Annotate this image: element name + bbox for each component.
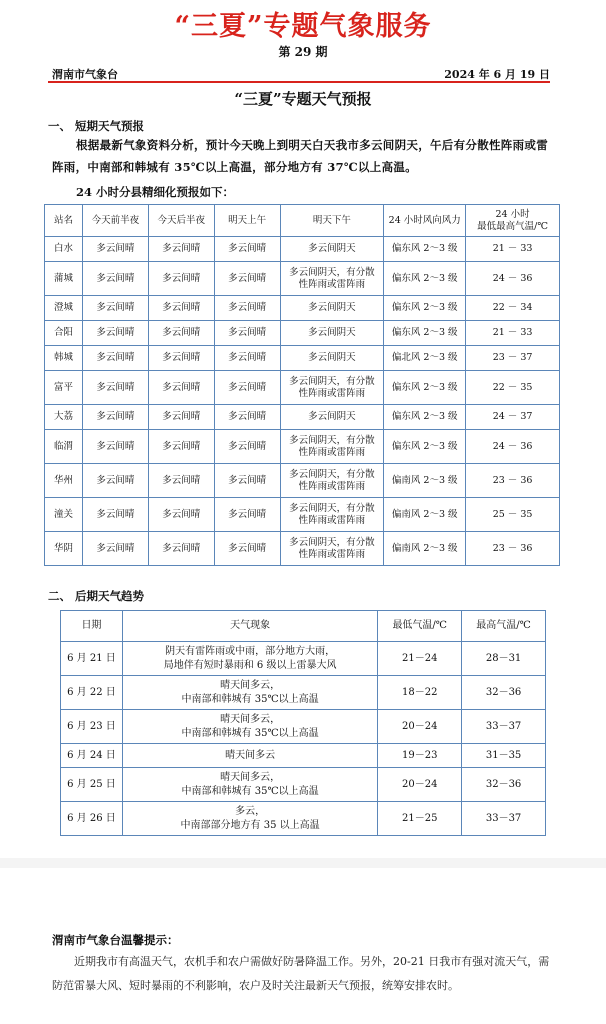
trend-cell: 19－23: [378, 744, 462, 768]
county-forecast-cell: 潼关: [45, 498, 83, 532]
county-forecast-cell: 白水: [45, 237, 83, 262]
county-forecast-cell: 多云间晴: [82, 498, 148, 532]
county-forecast-cell: 多云间阴天，有分散 性阵雨或雷阵雨: [280, 262, 384, 296]
county-forecast-row: [45, 498, 560, 532]
county-forecast-header-3: 明天上午: [214, 205, 280, 237]
county-forecast-cell: 24 － 36: [466, 262, 560, 296]
county-forecast-cell: 大荔: [45, 405, 83, 430]
county-forecast-cell: 22 － 34: [466, 296, 560, 321]
county-forecast-cell: 多云间晴: [148, 296, 214, 321]
county-forecast-cell: 多云间晴: [148, 498, 214, 532]
document-title: “三夏”专题天气预报: [234, 90, 372, 108]
county-forecast-cell: 22 － 35: [466, 371, 560, 405]
county-forecast-cell: 多云间阴天: [280, 237, 384, 262]
county-forecast-cell: 多云间晴: [148, 532, 214, 566]
trend-cell: 33－37: [462, 710, 546, 744]
trend-cell: 阴天有雷阵雨或中雨，部分地方大雨， 局地伴有短时暴雨和 6 级以上雷暴大风: [122, 642, 377, 676]
county-forecast-cell: 偏北风 2～3 级: [384, 346, 466, 371]
county-forecast-cell: 多云间晴: [214, 498, 280, 532]
trend-cell: 20－24: [378, 768, 462, 802]
county-forecast-cell: 临渭: [45, 430, 83, 464]
county-forecast-cell: 蒲城: [45, 262, 83, 296]
trend-cell: 6 月 21 日: [61, 642, 123, 676]
county-forecast-row: [45, 405, 560, 430]
county-forecast-cell: 多云间阴天: [280, 346, 384, 371]
county-forecast-cell: 多云间晴: [82, 237, 148, 262]
county-forecast-cell: 偏东风 2～3 级: [384, 430, 466, 464]
section-heading-short-term: 一、 短期天气预报: [48, 119, 145, 133]
county-forecast-cell: 多云间晴: [214, 262, 280, 296]
county-forecast-table: [44, 204, 560, 566]
trend-row: [61, 802, 546, 836]
county-forecast-header-1: 今天前半夜: [82, 205, 148, 237]
county-forecast-cell: 多云间阴天，有分散 性阵雨或雷阵雨: [280, 464, 384, 498]
county-forecast-header-5: 24 小时风向风力: [384, 205, 466, 237]
trend-cell: 32－36: [462, 676, 546, 710]
county-forecast-cell: 23 － 37: [466, 346, 560, 371]
trend-cell: 晴天间多云， 中南部和韩城有 35℃以上高温: [122, 710, 377, 744]
county-forecast-cell: 多云间晴: [82, 321, 148, 346]
issue-date: 2024 年 6 月 19 日: [444, 68, 550, 81]
county-forecast-row: [45, 430, 560, 464]
county-forecast-cell: 多云间晴: [82, 262, 148, 296]
county-forecast-row: [45, 371, 560, 405]
county-forecast-cell: 多云间晴: [82, 464, 148, 498]
county-forecast-cell: 多云间晴: [148, 430, 214, 464]
trend-row: [61, 676, 546, 710]
trend-table: [60, 610, 546, 836]
county-forecast-cell: 偏东风 2～3 级: [384, 262, 466, 296]
county-forecast-cell: 多云间晴: [214, 430, 280, 464]
county-forecast-cell: 偏南风 2～3 级: [384, 498, 466, 532]
trend-cell: 晴天间多云: [122, 744, 377, 768]
county-forecast-cell: 偏东风 2～3 级: [384, 296, 466, 321]
county-forecast-cell: 多云间阴天，有分散 性阵雨或雷阵雨: [280, 430, 384, 464]
county-forecast-cell: 多云间晴: [82, 532, 148, 566]
trend-cell: 21－24: [378, 642, 462, 676]
trend-cell: 28－31: [462, 642, 546, 676]
county-forecast-cell: 多云间晴: [82, 405, 148, 430]
county-forecast-cell: 多云间阴天: [280, 296, 384, 321]
trend-cell: 6 月 25 日: [61, 768, 123, 802]
county-forecast-cell: 多云间阴天: [280, 405, 384, 430]
trend-row: [61, 744, 546, 768]
county-forecast-cell: 澄城: [45, 296, 83, 321]
county-forecast-cell: 多云间晴: [148, 405, 214, 430]
county-forecast-row: [45, 321, 560, 346]
trend-cell: 32－36: [462, 768, 546, 802]
county-forecast-cell: 多云间晴: [214, 346, 280, 371]
trend-cell: 21－25: [378, 802, 462, 836]
trend-cell: 多云， 中南部部分地方有 35 以上高温: [122, 802, 377, 836]
section-separator: [0, 858, 606, 868]
county-forecast-cell: 21 － 33: [466, 321, 560, 346]
county-forecast-row: [45, 464, 560, 498]
county-forecast-header-6: 24 小时 最低最高气温/℃: [466, 205, 560, 237]
county-forecast-cell: 多云间晴: [214, 532, 280, 566]
tips-paragraph: 近期我市有高温天气，农机手和农户需做好防暑降温工作。另外，20-21 日我市有强对流天气，需防范雷暴大风、短时暴雨的不利影响，农户及时关注最新天气预报，统筹安排农时。: [52, 955, 550, 992]
county-forecast-cell: 多云间晴: [82, 296, 148, 321]
county-forecast-cell: 24 － 37: [466, 405, 560, 430]
county-forecast-cell: 23 － 36: [466, 532, 560, 566]
trend-header-0: 日期: [61, 611, 123, 642]
trend-cell: 31－35: [462, 744, 546, 768]
county-forecast-cell: 多云间晴: [214, 464, 280, 498]
county-forecast-row: [45, 532, 560, 566]
trend-header-1: 天气现象: [122, 611, 377, 642]
county-forecast-cell: 多云间晴: [148, 321, 214, 346]
county-forecast-cell: 偏东风 2～3 级: [384, 321, 466, 346]
trend-cell: 18－22: [378, 676, 462, 710]
county-forecast-cell: 23 － 36: [466, 464, 560, 498]
trend-header-2: 最低气温/℃: [378, 611, 462, 642]
county-forecast-cell: 偏东风 2～3 级: [384, 405, 466, 430]
county-forecast-cell: 多云间晴: [148, 371, 214, 405]
county-forecast-cell: 偏东风 2～3 级: [384, 371, 466, 405]
trend-cell: 6 月 22 日: [61, 676, 123, 710]
trend-header-3: 最高气温/℃: [462, 611, 546, 642]
county-forecast-cell: 多云间阴天，有分散 性阵雨或雷阵雨: [280, 498, 384, 532]
county-forecast-cell: 合阳: [45, 321, 83, 346]
county-forecast-cell: 多云间晴: [214, 405, 280, 430]
county-forecast-cell: 多云间晴: [148, 262, 214, 296]
county-forecast-cell: 多云间晴: [82, 430, 148, 464]
county-forecast-cell: 多云间阴天，有分散 性阵雨或雷阵雨: [280, 371, 384, 405]
trend-cell: 6 月 23 日: [61, 710, 123, 744]
county-forecast-cell: 多云间晴: [214, 296, 280, 321]
county-forecast-cell: 华州: [45, 464, 83, 498]
issue-number: 第 29 期: [278, 45, 328, 59]
masthead-title: “三夏”专题气象服务: [174, 11, 432, 42]
county-forecast-header-0: 站名: [45, 205, 83, 237]
county-forecast-cell: 多云间晴: [148, 346, 214, 371]
county-forecast-cell: 多云间晴: [214, 321, 280, 346]
county-forecast-cell: 21 － 33: [466, 237, 560, 262]
county-forecast-cell: 富平: [45, 371, 83, 405]
trend-row: [61, 710, 546, 744]
county-forecast-cell: 偏南风 2～3 级: [384, 532, 466, 566]
county-forecast-cell: 韩城: [45, 346, 83, 371]
county-forecast-cell: 多云间晴: [214, 237, 280, 262]
org-name: 渭南市气象台: [52, 68, 118, 81]
trend-cell: 6 月 24 日: [61, 744, 123, 768]
county-forecast-row: [45, 262, 560, 296]
county-forecast-cell: 多云间晴: [82, 346, 148, 371]
trend-cell: 33－37: [462, 802, 546, 836]
tips-title: 渭南市气象台温馨提示：: [52, 933, 179, 947]
trend-cell: 20－24: [378, 710, 462, 744]
county-forecast-cell: 偏南风 2～3 级: [384, 464, 466, 498]
county-forecast-cell: 多云间晴: [148, 464, 214, 498]
county-forecast-cell: 偏东风 2～3 级: [384, 237, 466, 262]
county-forecast-subhead: 24 小时分县精细化预报如下：: [76, 185, 235, 199]
trend-row: [61, 768, 546, 802]
county-forecast-header-4: 明天下午: [280, 205, 384, 237]
county-forecast-cell: 24 － 36: [466, 430, 560, 464]
trend-row: [61, 642, 546, 676]
section-heading-trend: 二、 后期天气趋势: [48, 589, 145, 603]
trend-cell: 6 月 26 日: [61, 802, 123, 836]
county-forecast-cell: 25 － 35: [466, 498, 560, 532]
county-forecast-cell: 多云间晴: [148, 237, 214, 262]
red-divider: [48, 81, 550, 83]
trend-cell: 晴天间多云， 中南部和韩城有 35℃以上高温: [122, 768, 377, 802]
county-forecast-cell: 多云间阴天，有分散 性阵雨或雷阵雨: [280, 532, 384, 566]
county-forecast-cell: 多云间晴: [82, 371, 148, 405]
county-forecast-cell: 多云间晴: [214, 371, 280, 405]
short-term-paragraph: 根据最新气象资料分析，预计今天晚上到明天白天我市多云间阴天，午后有分散性阵雨或雷阵雨，中南部和韩城有 35℃以上高温，部分地方有 37℃以上高温。: [52, 138, 548, 174]
county-forecast-row: [45, 346, 560, 371]
county-forecast-header-2: 今天后半夜: [148, 205, 214, 237]
county-forecast-row: [45, 296, 560, 321]
county-forecast-cell: 华阴: [45, 532, 83, 566]
county-forecast-cell: 多云间阴天: [280, 321, 384, 346]
county-forecast-row: [45, 237, 560, 262]
trend-cell: 晴天间多云， 中南部和韩城有 35℃以上高温: [122, 676, 377, 710]
